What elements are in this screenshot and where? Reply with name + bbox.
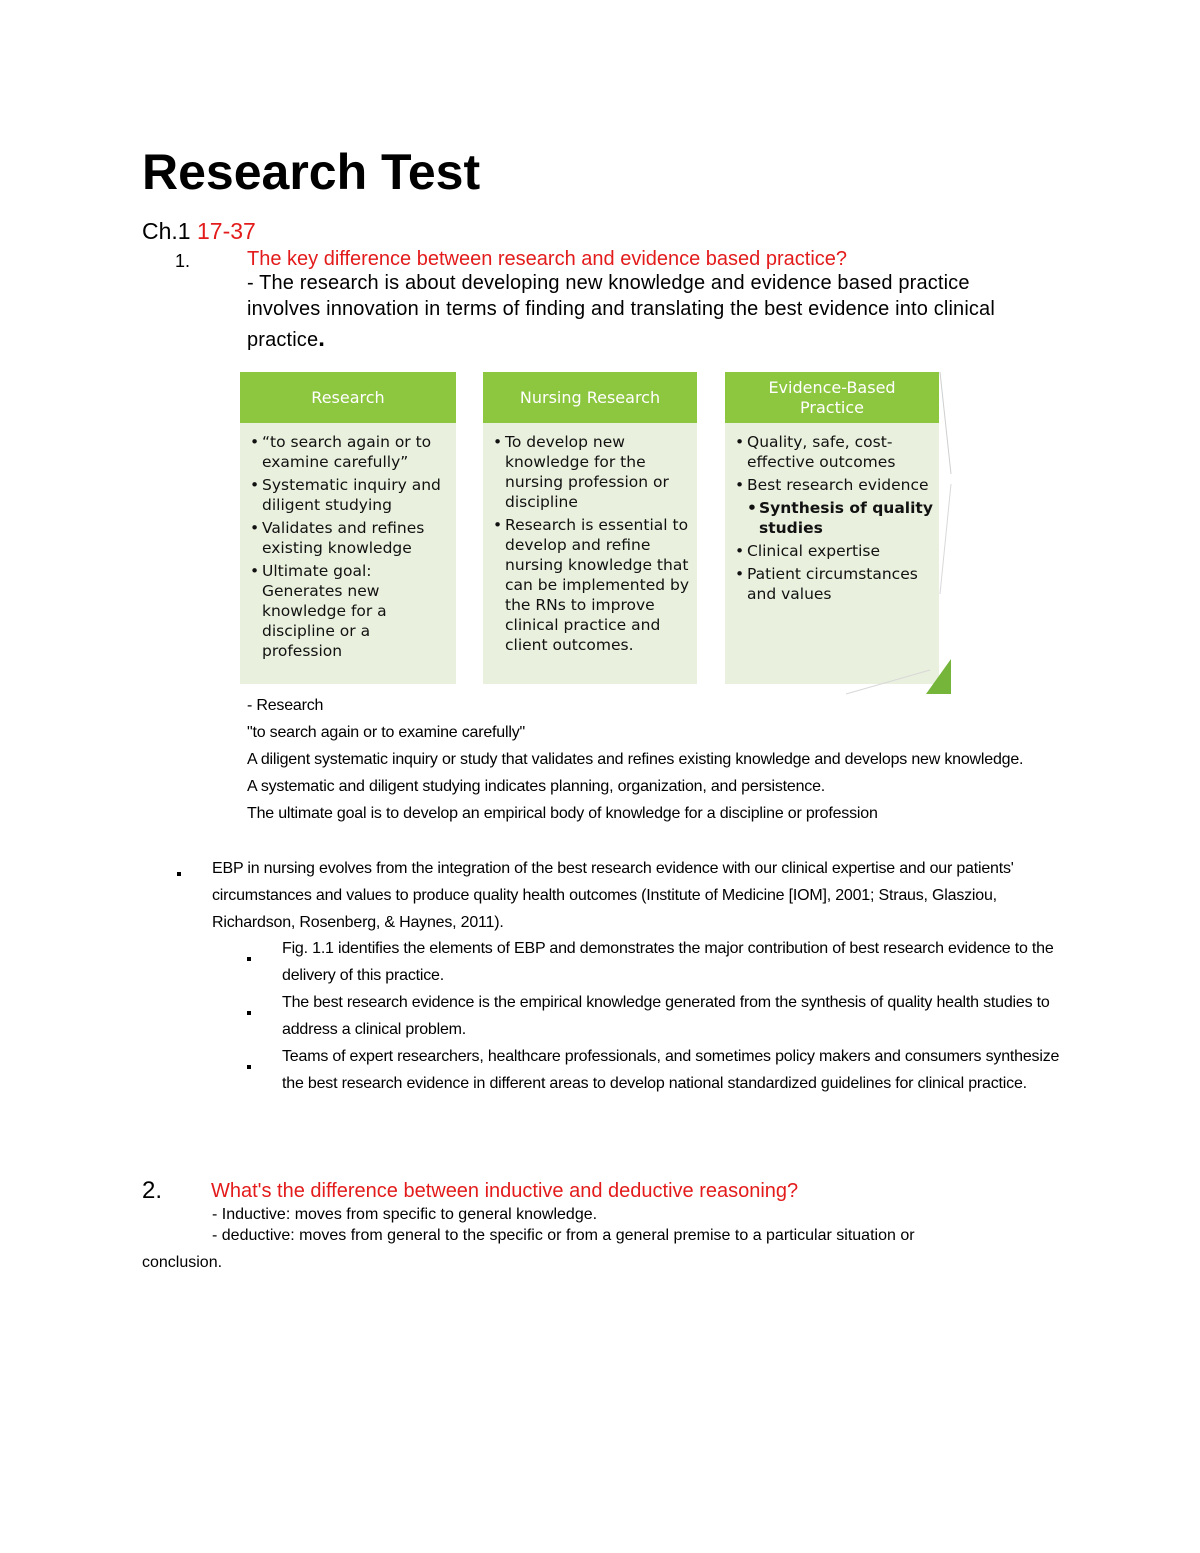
answer-2-line-2: - deductive: moves from general to the specific or from a general premise to a particular situation or	[212, 1227, 915, 1244]
research-note: A diligent systematic inquiry or study that validates and refines existing knowledge and develops new knowledge.	[247, 751, 1024, 768]
ebp-bullet: EBP in nursing evolves from the integration of the best research evidence with our clinical expertise and our patients' circumstances and values to produce quality health outcomes (Institute of Medicine [IOM], 2001; Straus, Glasziou, Richardson, Rosenberg, & Haynes, 2011).	[212, 860, 1014, 931]
figure-header-nursing-research: Nursing Research	[483, 372, 697, 423]
answer-1	[247, 270, 1077, 353]
question-1: The key difference between research and evidence based practice?	[247, 248, 848, 270]
figure-subitem: • Synthesis of quality studies	[759, 498, 933, 538]
figure-item: • Ultimate goal: Generates new knowledge for a discipline or a profession	[262, 561, 450, 661]
question-2-number: 2.	[142, 1177, 163, 1204]
research-note: A systematic and diligent studying indicates planning, organization, and persistence.	[247, 778, 826, 795]
figure-corner-decoration	[240, 364, 954, 698]
ebp-subbullet: Teams of expert researchers, healthcare professionals, and sometimes policy makers and consumers synthesize the best research evidence in different areas to develop national standardized guidelines for clinical practice.	[282, 1048, 1060, 1092]
figure-item: • To develop new knowledge for the nursing profession or discipline	[505, 432, 691, 512]
research-notes	[247, 692, 1057, 827]
figure-item: • Best research evidence	[747, 475, 933, 495]
figure-header-research: Research	[240, 372, 456, 423]
answer-1-period: .	[318, 325, 326, 352]
answer-2-line-1: - Inductive: moves from specific to general knowledge.	[212, 1206, 598, 1223]
comparison-figure	[240, 364, 954, 698]
figure-item: • Clinical expertise	[747, 541, 933, 561]
answer-1-line-3: practice	[247, 329, 319, 351]
research-note: - Research	[247, 697, 324, 714]
chapter-pages: 17-37	[196, 218, 256, 244]
figure-header-ebp-line-1: Evidence-Based	[768, 377, 896, 397]
question-2: What's the difference between inductive and deductive reasoning?	[211, 1180, 799, 1202]
page-title: Research Test	[142, 144, 481, 200]
figure-item: • “to search again or to examine carefully”	[262, 432, 450, 472]
figure-item: • Validates and refines existing knowledge	[262, 518, 450, 558]
ebp-subbullet: Fig. 1.1 identifies the elements of EBP and demonstrates the major contribution of best research evidence to the delivery of this practice.	[282, 940, 1054, 984]
bullet-square-icon	[247, 1011, 251, 1015]
bullet-square-icon	[247, 957, 251, 961]
figure-header-ebp-line-2: Practice	[800, 397, 864, 417]
figure-item: • Quality, safe, cost-effective outcomes	[747, 432, 933, 472]
bullet-square-icon	[177, 872, 181, 876]
figure-item: • Systematic inquiry and diligent studying	[262, 475, 450, 515]
figure-item: • Patient circumstances and values	[747, 564, 933, 604]
figure-item: • Research is essential to develop and refine nursing knowledge that can be implemented by the RNs to improve clinical practice and client outcomes.	[505, 515, 691, 655]
ebp-subbullet: The best research evidence is the empirical knowledge generated from the synthesis of quality health studies to address a clinical problem.	[282, 994, 1050, 1038]
research-note: The ultimate goal is to develop an empirical body of knowledge for a discipline or profession	[247, 805, 878, 822]
chapter-label: Ch.1	[142, 218, 191, 244]
research-note: "to search again or to examine carefully"	[247, 724, 525, 741]
question-1-number: 1.	[175, 251, 191, 271]
answer-1-line-2: involves innovation in terms of finding and translating the best evidence into clinical	[247, 298, 995, 320]
chapter-heading	[142, 216, 256, 246]
answer-1-line-1: - The research is about developing new knowledge and evidence based practice	[247, 272, 970, 294]
bullet-square-icon	[247, 1065, 251, 1069]
answer-2-line-3: conclusion.	[142, 1254, 223, 1271]
